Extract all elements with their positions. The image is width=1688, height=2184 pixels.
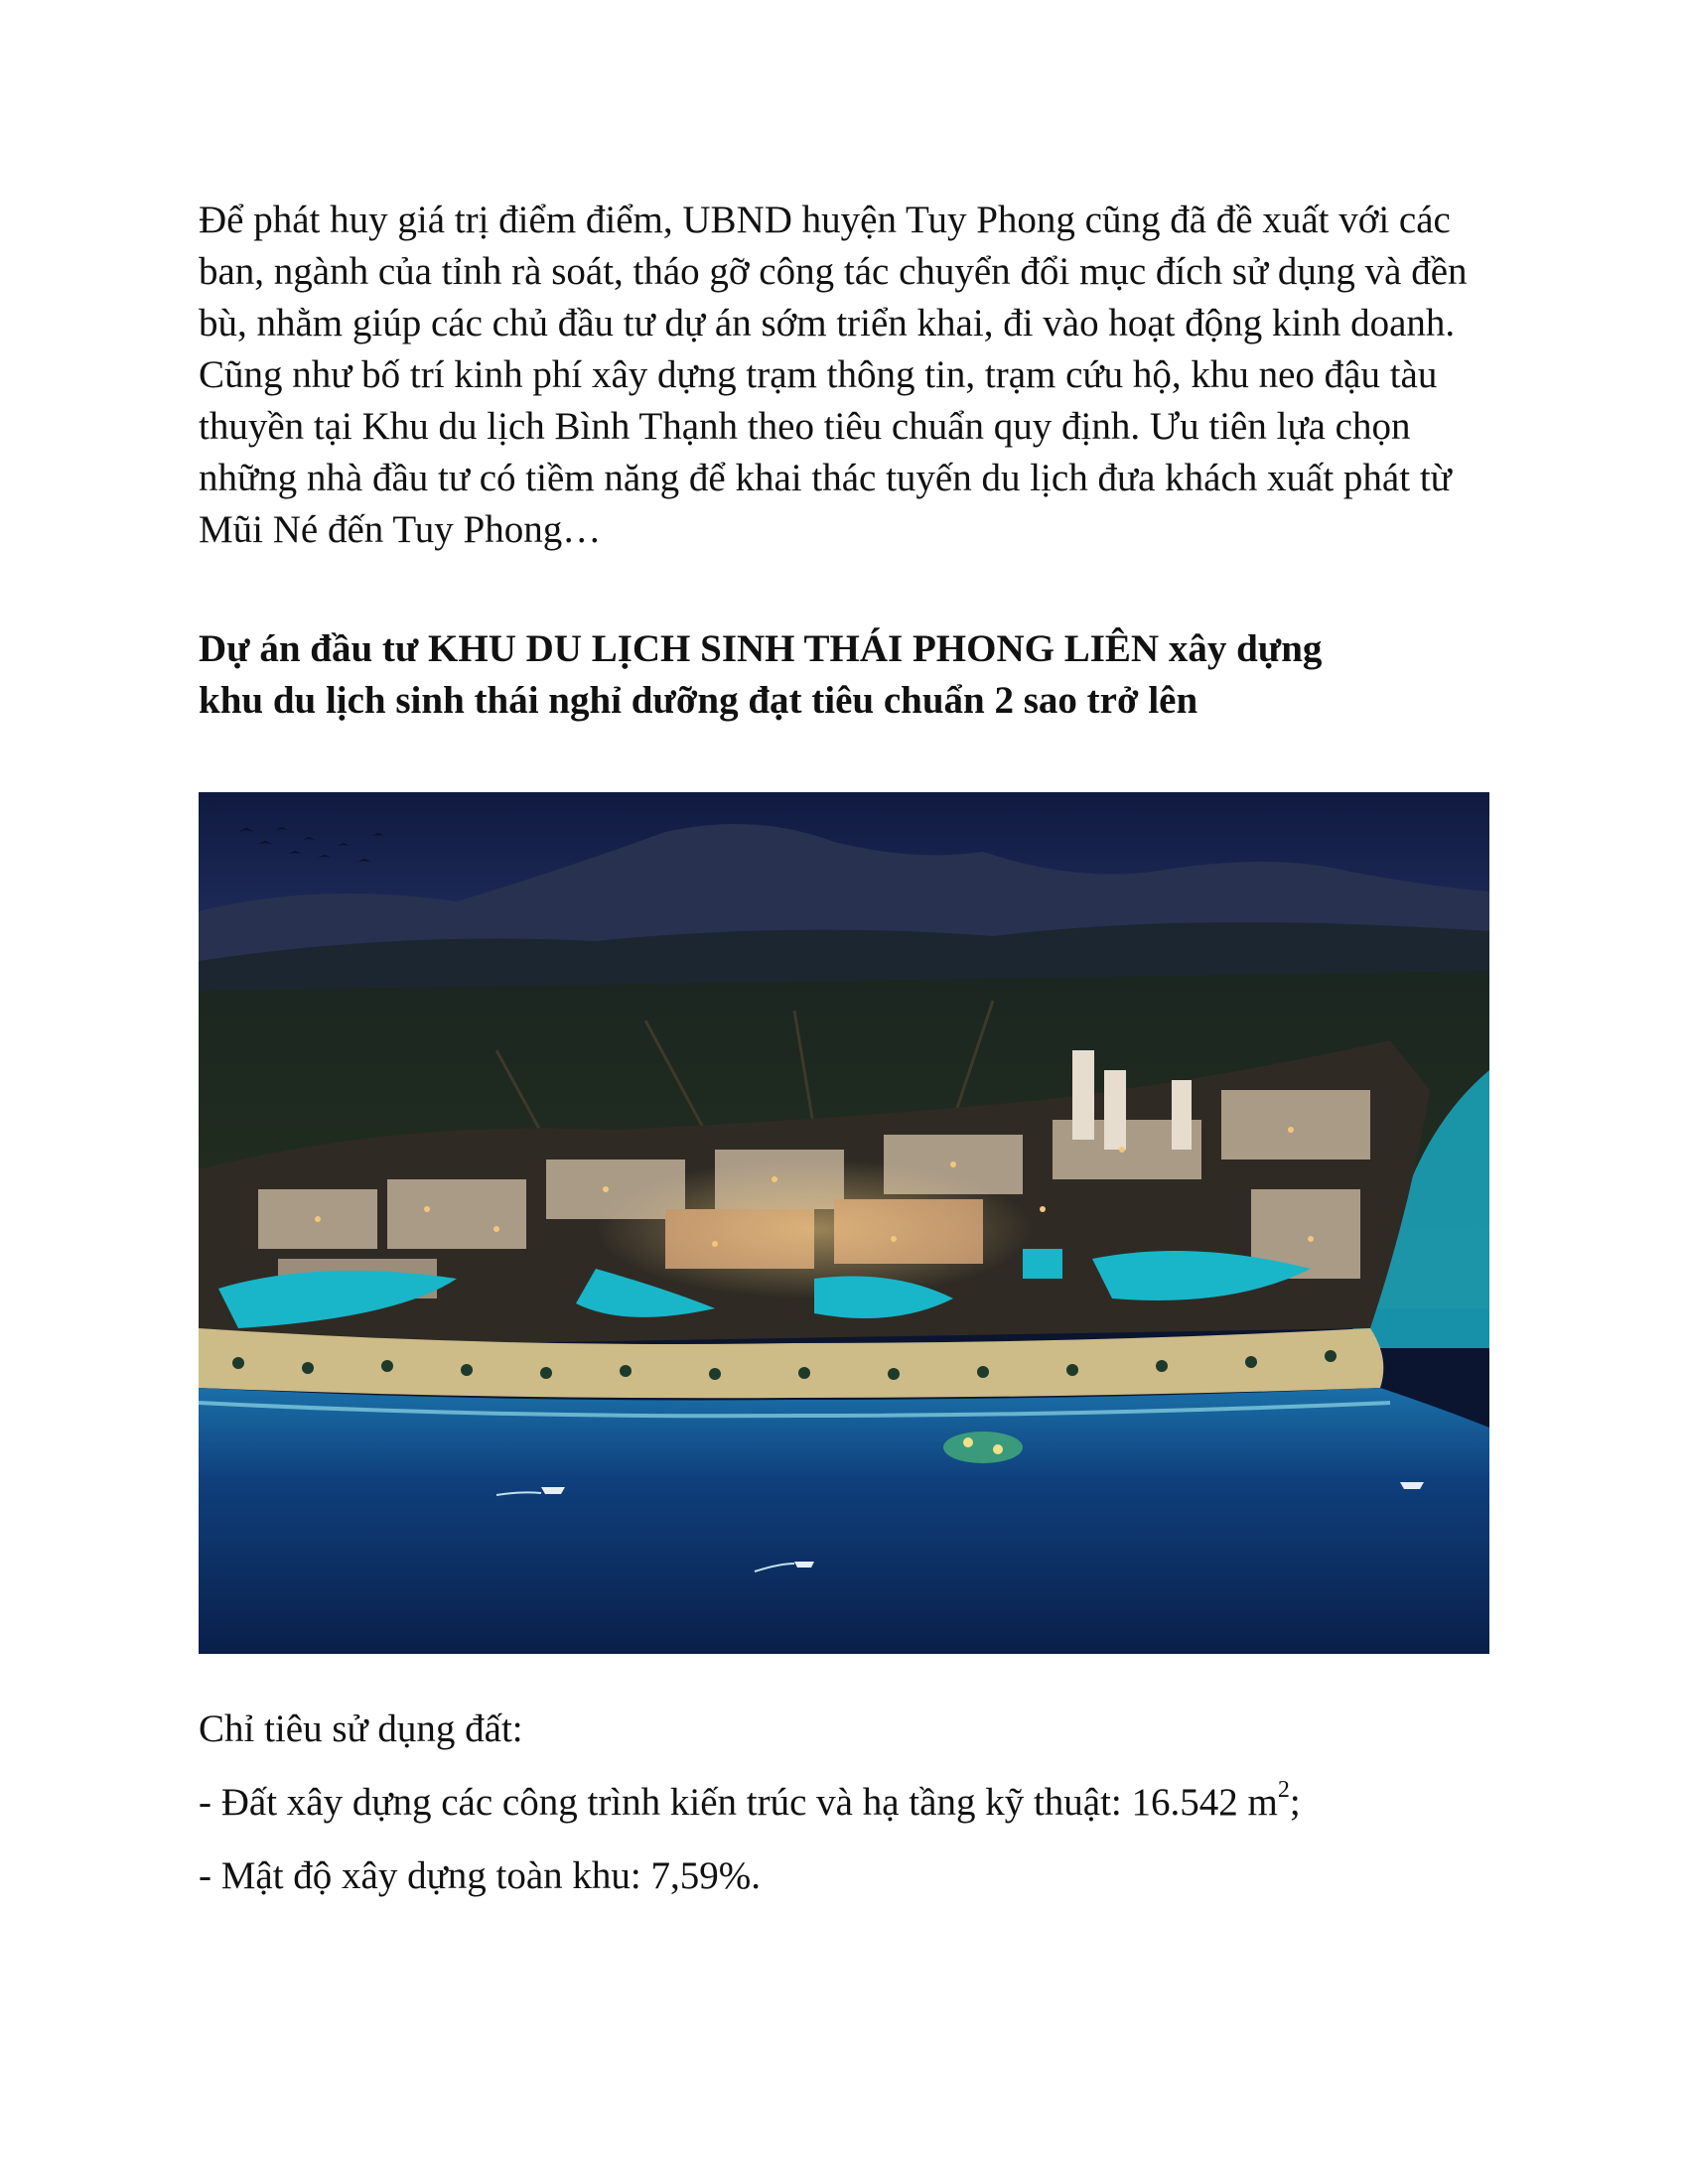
heading-line-2: khu du lịch sinh thái nghỉ dưỡng đạt tiêu chuẩn 2 sao trở lên xyxy=(199,679,1198,722)
floating-water-park xyxy=(943,1432,1023,1463)
beach xyxy=(199,1328,1383,1398)
land-use-item-1-suffix: ; xyxy=(1289,1781,1301,1824)
land-use-item-1-text: - Đất xây dựng các công trình kiến trúc và hạ tầng kỹ thuật: 16.542 m xyxy=(199,1781,1278,1824)
intro-paragraph: Để phát huy giá trị điểm điểm, UBND huyện Tuy Phong cũng đã đề xuất với các ban, ngành của tỉnh rà soát, tháo gỡ công tác chuyển đổi mục đích sử dụng và đền bù, nhằm giúp các chủ đầu tư dự án sớm triển khai, đi vào hoạt động kinh doanh. Cũng như bố trí kinh phí xây dựng trạm thông tin, trạm cứu hộ, khu neo đậu tàu thuyền tại Khu du lịch Bình Thạnh theo tiêu chuẩn quy định. Ưu tiên lựa chọn những nhà đầu tư có tiềm năng để khai thác tuyến du lịch đưa khách xuất phát từ Mũi Né đến Tuy Phong… xyxy=(199,199,1468,551)
land-use-item-1-superscript: 2 xyxy=(1277,1777,1290,1803)
resort-aerial-rendering xyxy=(199,792,1489,1654)
land-use-item-2: - Mật độ xây dựng toàn khu: 7,59%. xyxy=(199,1854,761,1897)
land-use-item-1 xyxy=(199,1777,1301,1829)
central-hotel xyxy=(596,1160,1033,1298)
land-use-title: Chỉ tiêu sử dụng đất: xyxy=(199,1707,523,1750)
section-heading xyxy=(199,623,1489,727)
heading-line-1: Dự án đầu tư KHU DU LỊCH SINH THÁI PHONG LIÊN xây dựng xyxy=(199,627,1323,670)
sea xyxy=(199,1388,1489,1654)
resort-aerial-illustration xyxy=(199,792,1489,1654)
